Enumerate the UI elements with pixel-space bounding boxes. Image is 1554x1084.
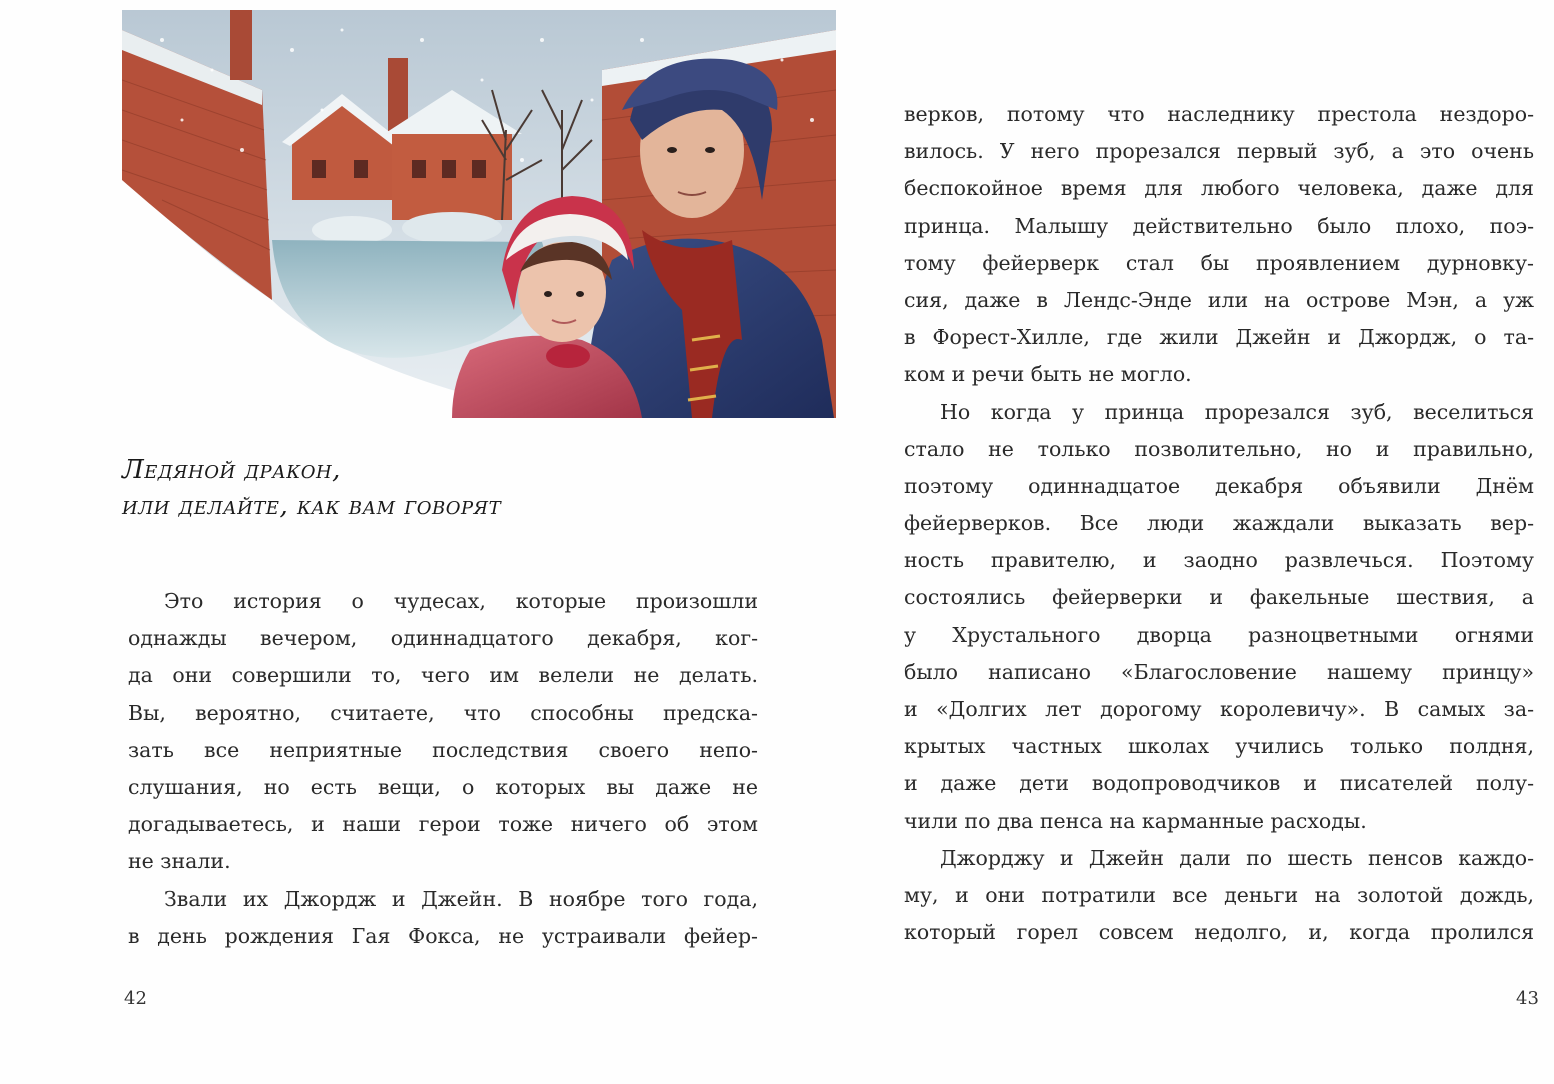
text-line: чили по два пенса на карманные расходы.	[904, 808, 1367, 833]
right-page-body-text	[904, 96, 1534, 951]
text-line: и «Долгих лет дорогому королевичу». В самых за-	[904, 697, 1534, 721]
text-line: Джорджу и Джейн дали по шесть пенсов каждо-	[940, 845, 1534, 870]
text-line: Это история о чудесах, которые произошли	[164, 589, 758, 613]
text-line: верков, потому что наследнику престола нездоро-	[904, 102, 1534, 126]
text-line: фейерверков. Все люди жаждали выказать вер-	[904, 511, 1534, 536]
left-page-body-text	[128, 583, 758, 955]
illustration-children-winter	[122, 10, 836, 418]
text-line: Вы, вероятно, считаете, что способны предска-	[128, 700, 758, 725]
text-line: догадываетесь, и наши герои тоже ничего об этом	[128, 812, 758, 837]
text-line: слушания, но есть вещи, о которых вы даже не	[128, 774, 758, 799]
text-line: было написано «Благословение нашему принцу»	[904, 659, 1534, 684]
text-line: крытых частных школах учились только полдня,	[904, 734, 1534, 759]
text-line: в день рождения Гая Фокса, не устраивали фейер-	[128, 923, 758, 948]
text-line: в Форест-Хилле, где жили Джейн и Джордж, о та-	[904, 325, 1534, 350]
text-line: му, и они потратили все деньги на золотой дождь,	[904, 882, 1534, 907]
text-line: тому фейерверк стал бы проявлением дурновку-	[904, 250, 1534, 275]
text-line: ком и речи быть не могло.	[904, 362, 1192, 387]
chapter-title-line-2: или делайте, как вам говорят	[122, 491, 502, 521]
text-line: однажды вечером, одиннадцатого декабря, ког-	[128, 626, 758, 651]
text-line: принца. Малышу действительно было плохо, поэ-	[904, 213, 1534, 238]
text-line: который горел совсем недолго, и, когда пролился	[904, 920, 1534, 945]
text-line: сия, даже в Лендс-Энде или на острове Мэн, а уж	[904, 287, 1534, 312]
text-line: и даже дети водопроводчиков и писателей полу-	[904, 771, 1534, 796]
page-number-right: 43	[1516, 988, 1539, 1009]
chapter-title	[122, 452, 722, 524]
text-line: поэтому одиннадцатое декабря объявили Днём	[904, 473, 1534, 498]
page-number-left: 42	[124, 988, 147, 1009]
text-line: состоялись фейерверки и факельные шествия, а	[904, 585, 1534, 610]
text-line: беспокойное время для любого человека, даже для	[904, 176, 1534, 201]
text-line: Звали их Джордж и Джейн. В ноябре того года,	[164, 886, 758, 911]
text-line: да они совершили то, чего им велели не делать.	[128, 663, 758, 688]
text-line: не знали.	[128, 849, 231, 874]
text-line: ность правителю, и заодно развлечься. Поэтому	[904, 548, 1534, 573]
text-line: вилось. У него прорезался первый зуб, а это очень	[904, 139, 1534, 164]
text-line: Но когда у принца прорезался зуб, веселиться	[940, 399, 1534, 424]
text-line: у Хрустального дворца разноцветными огнями	[904, 622, 1534, 647]
chapter-title-line-1: Ледяной дракон,	[122, 455, 341, 485]
text-line: зать все неприятные последствия своего непо-	[128, 737, 758, 762]
text-line: стало не только позволительно, но и правильно,	[904, 436, 1534, 461]
